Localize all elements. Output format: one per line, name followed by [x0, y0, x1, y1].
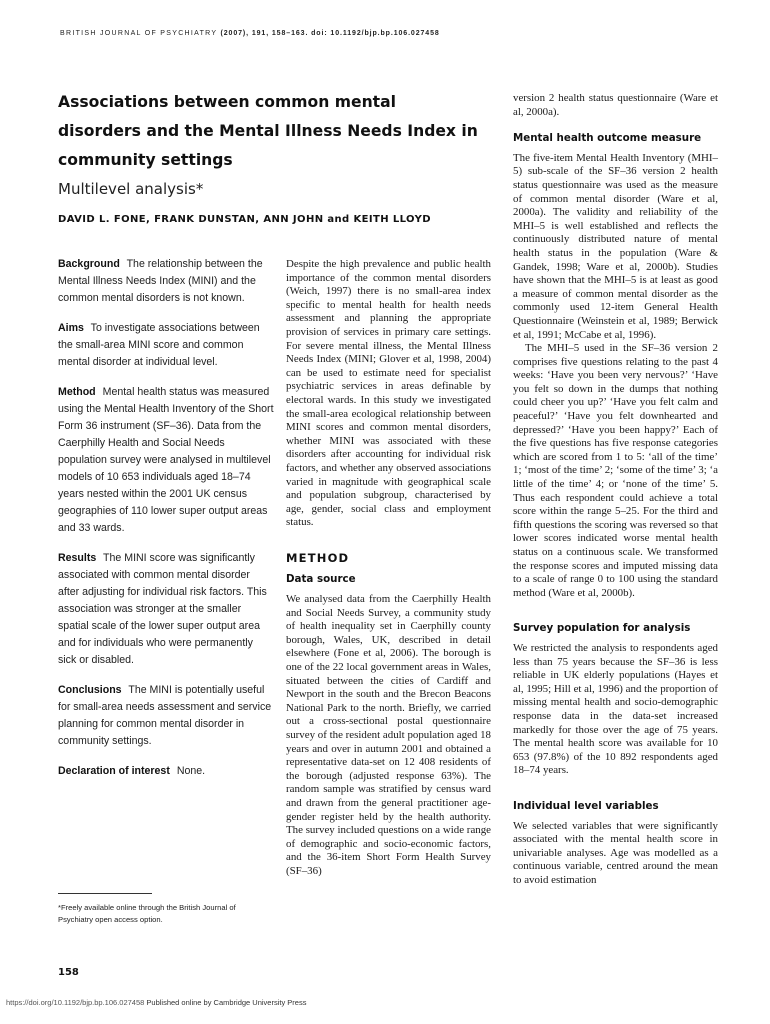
abstract-conclusions: Conclusions The MINI is potentially useful for small-area needs assessment and service planning for common mental disorder in community settings.	[58, 684, 272, 747]
survey-population-paragraph: We restricted the analysis to respondents aged less than 75 years because the SF–36 is less reliable in UK elderly populations (Hayes et al, 1995; Hill et al, 1996) and the proportion of missing mental health and socio-demographic response data in the data-set increased markedly for those over the age of 75 years. The mental health score was available for 10 653 (97.8%) of the 10 892 respondents aged 18–74 years.	[513, 641, 718, 777]
intro-paragraph: Despite the high prevalence and public health importance of the common mental disorders (Weich, 1997) there is no small-area index specific to mental health for health needs assessment and planning the appropriate provision of services in primary care settings. For severe mental illness, the Mental Illness Needs Index (MINI; Glover et al, 1998, 2004) can be used to estimate need for specialist psychiatric services in areas definable by electoral wards. In this study we investigated the small-area ecological relationship between MINI scores and common mental disorders, whether MINI was associated with these disorders after accounting for individual risk factors, and whether any observed associations varied in magnitude with geographical scale and population subgroup, characterised by age, gender, social class and employment status.	[286, 258, 491, 529]
abstract-aims: Aims To investigate associations between the small-area MINI score and common mental disorder at individual level.	[58, 322, 260, 368]
article-title: Associations between common mental disorders and the Mental Illness Needs Index in community settings	[58, 93, 478, 169]
middle-column	[286, 258, 491, 879]
individual-variables-paragraph: We selected variables that were significantly associated with the mental health score in univariable analyses. Age was modelled as a continuous variable, centred around the mean to avoid estimation	[513, 819, 718, 886]
data-source-heading: Data source	[286, 573, 356, 586]
mental-health-paragraph-2: The MHI–5 used in the SF–36 version 2 comprises five questions relating to the past 4 weeks: ‘Have you been very nervous?’ ‘Have you felt so down in the dumps that nothing could cheer you up?’ ‘Have you felt calm and peaceful?’ ‘Have you felt downhearted and depressed?’ ‘Have you been happy?’ Each of the five questions has five response categories which are scored from 1 to 5: ‘all of the time’ 1; ‘most of the time’ 2; ‘some of the time’ 3; ‘a little of the time’ 4; or ‘none of the time’ 5. Thus each respondent could achieve a total score within the range 5–25. For the third and fifth questions the scoring was reversed so that lower scores indicated worse mental health status on a continuous scale. We transformed the response scores and imputed missing data to a scale of range 0 to 100 using the standard method (Ware et al, 2000b).	[513, 342, 718, 599]
individual-variables-heading: Individual level variables	[513, 799, 659, 812]
abstract-results: Results The MINI score was significantly associated with common mental disorder after adjusting for individual risk factors. This association was stronger at the smaller spatial scale of the lower super output area and for individuals who were permanently sick or disabled.	[58, 552, 267, 666]
page-number: 158	[58, 967, 79, 978]
article-subtitle: Multilevel analysis*	[58, 180, 204, 198]
right-column	[513, 92, 718, 887]
continued-paragraph: version 2 health status questionnaire (Ware et al, 2000a).	[513, 92, 718, 118]
publisher-note: Published online by Cambridge University Press	[146, 998, 307, 1007]
journal-name: BRITISH JOURNAL OF PSYCHIATRY	[60, 30, 218, 37]
abstract-method: Method Mental health status was measured using the Mental Health Inventory of the Short Form 36 instrument (SF–36). Data from the Caerphilly Health and Social Needs population survey were analysed in multilevel models of 10 653 individuals aged 18–74 years nested within the 2001 UK census geographies of 110 lower super output areas and 33 wards.	[58, 386, 274, 534]
abstract-background: Background The relationship between the Mental Illness Needs Index (MINI) and the common mental disorders is not known.	[58, 258, 263, 304]
doi-link[interactable]: https://doi.org/10.1192/bjp.bp.106.027458	[6, 998, 145, 1007]
survey-population-heading: Survey population for analysis	[513, 622, 691, 635]
citation: (2007), 191, 158–163. doi: 10.1192/bjp.bp.106.027458	[220, 30, 440, 37]
mental-health-paragraph-1: The five-item Mental Health Inventory (MHI–5) sub-scale of the SF–36 version 2 health status questionnaire was used as the measure of common mental disorder (Ware et al, 2000a). The validity and reliability of the MHI–5 is well established and reflects the continuously distributed nature of mental health status in the population (Ware & Gandek, 1998; Ware et al, 2000b). Studies have shown that the MHI–5 is at least as good a measure of common mental disorder as the commonly used 12-item General Health Questionnaire (Weinstein et al, 1989; Berwick et al, 1991; McCabe et al, 1996).	[513, 151, 718, 341]
running-header	[60, 30, 440, 37]
footnote-rule	[58, 893, 152, 894]
data-source-paragraph: We analysed data from the Caerphilly Health and Social Needs Survey, a community study of health inequality set in Caerphilly county borough, Wales, UK, described in detail elsewhere (Fone et al, 2006). The borough is one of the 22 local government areas in Wales, situated between the cities of Cardiff and Newport in the south and the Brecon Beacons National Park to the north. Briefly, we carried out a cross-sectional postal questionnaire survey of the resident adult population aged 18 years and over in autumn 2001 and obtained a representative data-set on 12 408 residents of the borough (adjusted response 63%). The random sample was stratified by census ward and drawn from the general practitioner age-gender register held by the health authority. The survey included questions on a wide range of demographic and socio-economic factors, and the 36-item Short Form Health Survey (SF–36)	[286, 593, 491, 877]
mental-health-heading: Mental health outcome measure	[513, 132, 702, 145]
method-heading: METHOD	[286, 550, 350, 565]
author-list: DAVID L. FONE, FRANK DUNSTAN, ANN JOHN and KEITH LLOYD	[58, 214, 431, 225]
bottom-banner	[6, 998, 306, 1007]
footnote: *Freely available online through the British Journal of Psychiatry open access option.	[58, 903, 236, 924]
abstract-declaration: Declaration of interest None.	[58, 765, 206, 777]
abstract	[58, 256, 274, 793]
